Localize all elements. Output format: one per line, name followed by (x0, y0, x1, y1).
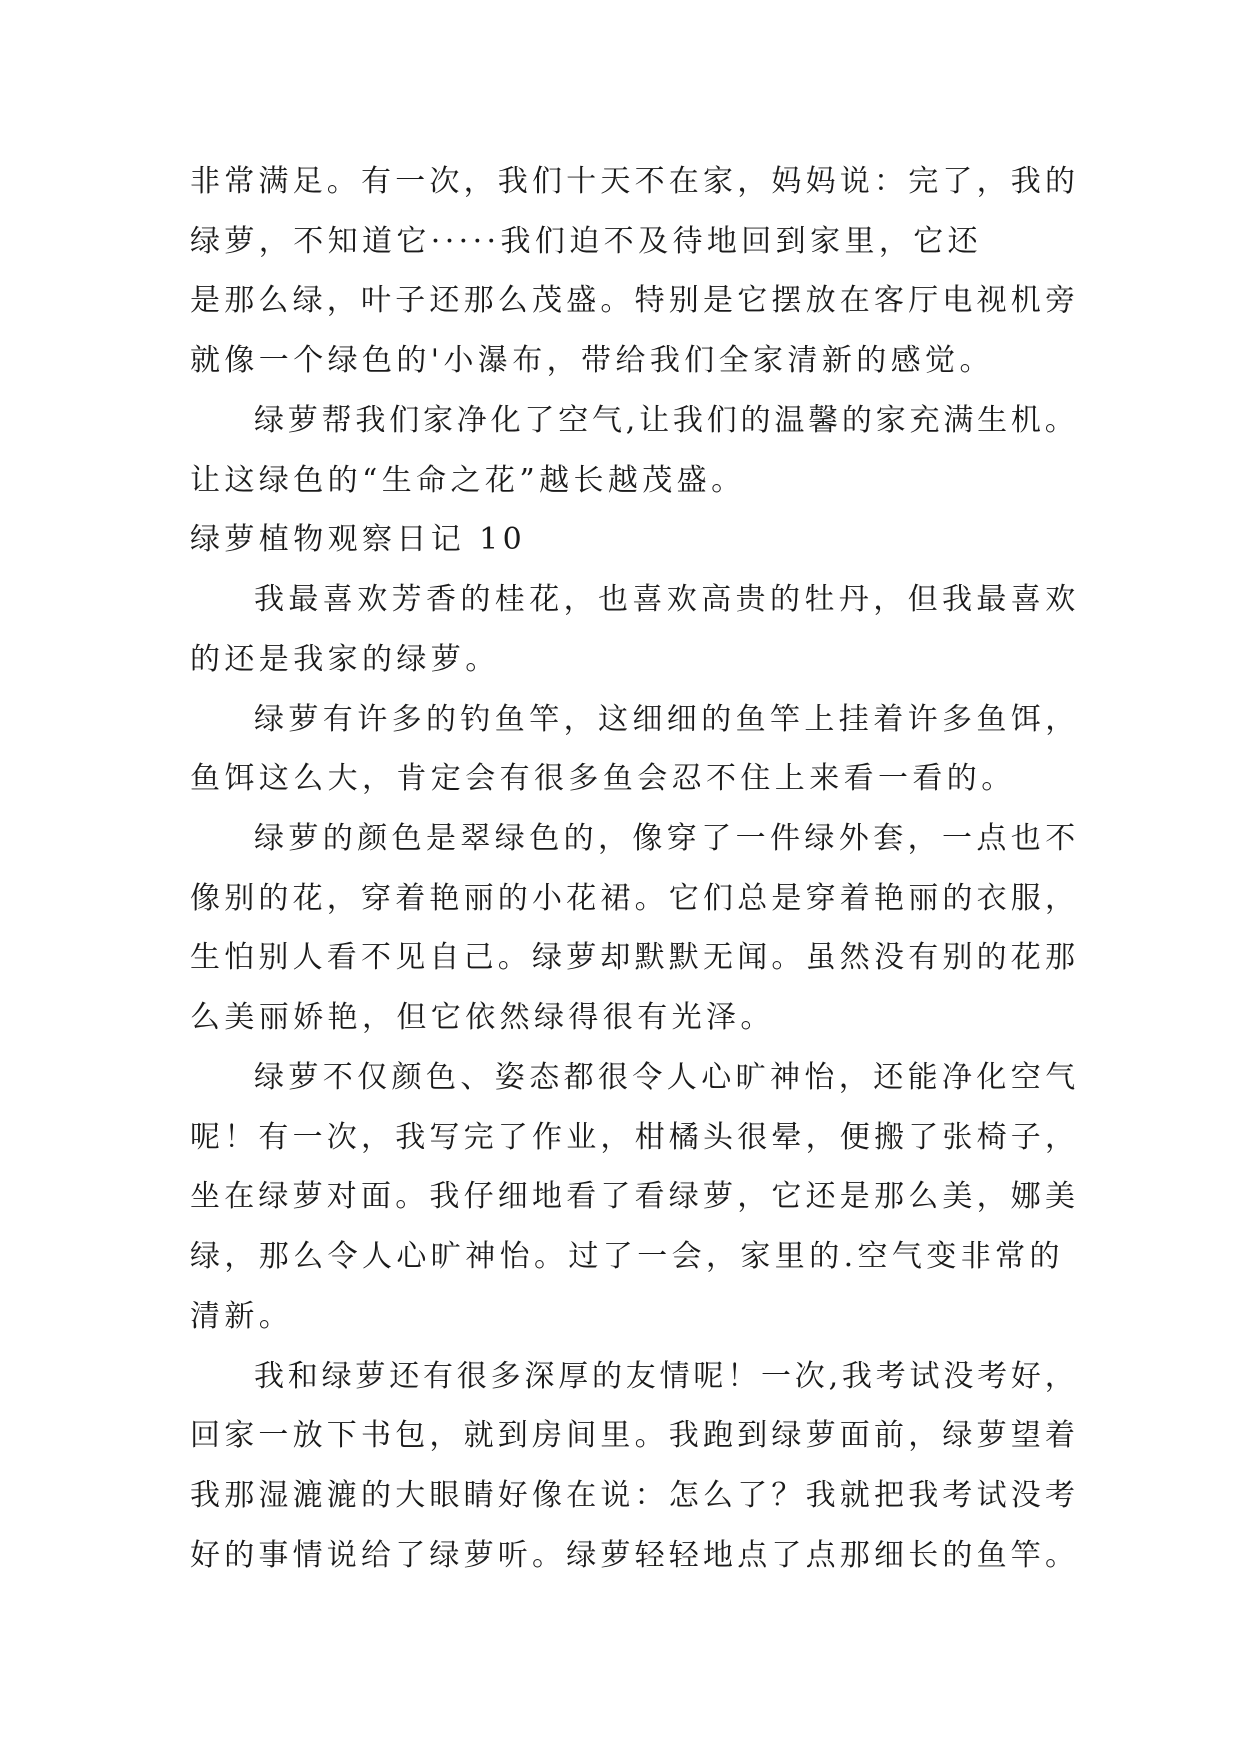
text-line: 就像一个绿色的'小瀑布，带给我们全家清新的感觉。 (190, 343, 994, 378)
paragraph-start-line: 绿萝帮我们家净化了空气,让我们的温馨的家充满生机。 (254, 403, 1079, 438)
text-line: 好的事情说给了绿萝听。绿萝轻轻地点了点那细长的鱼竿。 (190, 1538, 1080, 1573)
paragraph-start-line: 我最喜欢芳香的桂花，也喜欢高贵的牡丹，但我最喜欢 (254, 582, 1080, 617)
text-line: 么美丽娇艳，但它依然绿得很有光泽。 (190, 1000, 775, 1035)
paragraph-start-line: 绿萝有许多的钓鱼竿，这细细的鱼竿上挂着许多鱼饵， (254, 702, 1080, 737)
paragraph-start-line: 我和绿萝还有很多深厚的友情呢！一次,我考试没考好， (254, 1359, 1079, 1394)
text-line: 非常满足。有一次，我们十天不在家，妈妈说：完了，我的 (190, 164, 1080, 199)
text-line: 生怕别人看不见自己。绿萝却默默无闻。虽然没有别的花那 (190, 940, 1080, 975)
text-line: 鱼饵这么大，肯定会有很多鱼会忍不住上来看一看的。 (190, 761, 1016, 796)
text-line: 像别的花，穿着艳丽的小花裙。它们总是穿着艳丽的衣服， (190, 881, 1080, 916)
text-line: 绿，那么令人心旷神怡。过了一会，家里的.空气变非常的 (190, 1239, 1064, 1274)
text-line: 让这绿色的“生命之花”越长越茂盛。 (190, 463, 746, 498)
text-line: 绿萝，不知道它·····我们迫不及待地回到家里，它还 (190, 224, 983, 259)
text-line: 清新。 (190, 1299, 294, 1334)
text-line: 我那湿漉漉的大眼睛好像在说：怎么了？我就把我考试没考 (190, 1478, 1080, 1513)
paragraph-start-line: 绿萝不仅颜色、姿态都很令人心旷神怡，还能净化空气 (254, 1060, 1080, 1095)
text-line: 回家一放下书包，就到房间里。我跑到绿萝面前，绿萝望着 (190, 1418, 1080, 1453)
section-heading: 绿萝植物观察日记 10 (190, 522, 527, 557)
text-line: 呢！有一次，我写完了作业，柑橘头很晕，便搬了张椅子， (190, 1120, 1080, 1155)
text-line: 是那么绿，叶子还那么茂盛。特别是它摆放在客厅电视机旁 (190, 283, 1080, 318)
paragraph-start-line: 绿萝的颜色是翠绿色的，像穿了一件绿外套，一点也不 (254, 821, 1080, 856)
text-line: 的还是我家的绿萝。 (190, 642, 500, 677)
text-line: 坐在绿萝对面。我仔细地看了看绿萝，它还是那么美，娜美 (190, 1179, 1080, 1214)
